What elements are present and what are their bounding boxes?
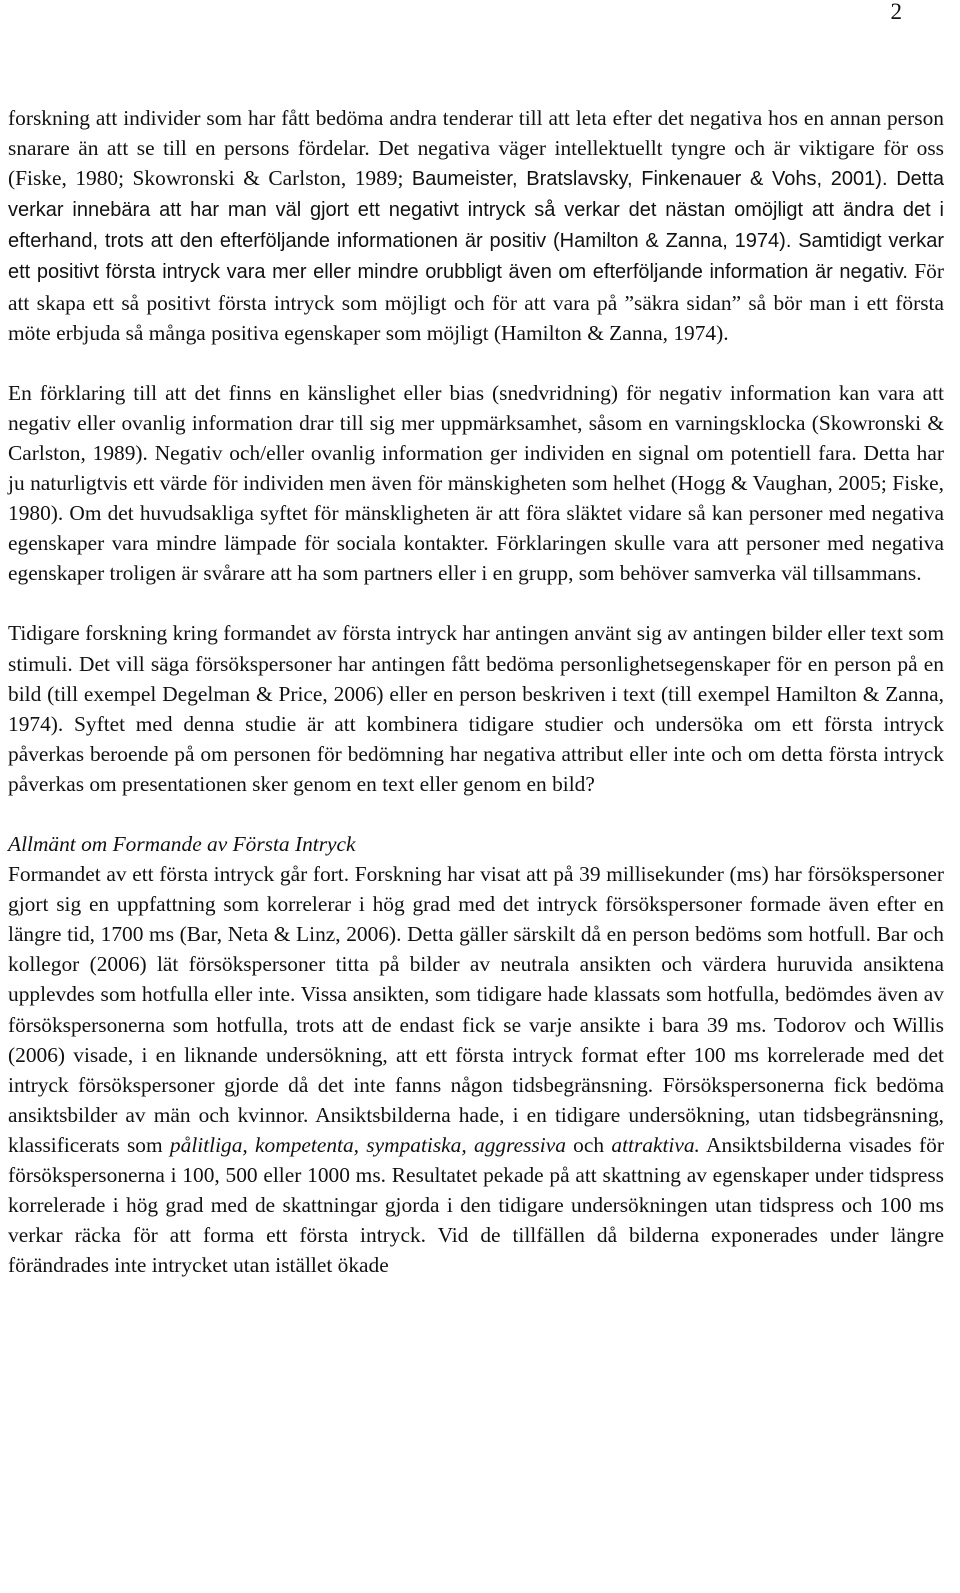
paragraph-spacer — [8, 799, 944, 829]
paragraph-2: En förklaring till att det finns en känslighet eller bias (snedvridning) för negativ information kan vara att negativ eller ovanlig information drar till sig mer uppmärksamhet, såsom en varningsklocka (Skowronski & Carlston, 1989). Negativ och/eller ovanlig information ger individen en signal om potentiell fara. Detta har ju naturligtvis ett värde för individen men även för mänskigheten som helhet (Hogg & Vaughan, 2005; Fiske, 1980). Om det huvudsakliga syftet för mänskligheten är att föra släktet vidare så kan personer med negativa egenskaper vara mindre lämpade för sociala kontakter. Förklaringen skulle vara att personer med negativa egenskaper troligen är svårare att ha som partners eller i en grupp, som behöver samverka väl tillsammans. — [8, 380, 944, 586]
paragraph-4-text-c: Ansiktsbilderna visades för försökspersonerna i 100, 500 eller 1000 ms. Resultatet pekade på att skattning av egenskaper under tidspress korrelerade i hög grad med de skattningar gjorda i den tidigare undersökningen utan tidspress och 100 ms verkar räcka för att forma ett första intryck. Vid de tillfällen då bilderna exponerades under längre förändrades inte intrycket utan istället ökade — [8, 1132, 944, 1278]
paragraph-4-text-a: Formandet av ett första intryck går fort. Forskning har visat att på 39 millisekunder (ms) har försökspersoner gjort sig en uppfattning som korrelerar i hög grad med det intryck försökspersoner formade även efter en längre tid, 1700 ms (Bar, Neta & Linz, 2006). Detta gäller särskilt då en person bedöms som hotfull. Bar och kollegor (2006) lät försökspersoner titta på bilder av neutrala ansikten och värdera huruvida ansiktena upplevdes som hotfulla eller inte. Vissa ansikten, som tidigare hade klassats som hotfulla, bedömdes även av försökspersonerna som hotfulla, trots att de endast fick se varje ansikte i bara 39 ms. Todorov och Willis (2006) visade, i en liknande undersökning, att ett första intryck format efter 100 ms korrelerade med det intryck försökspersoner gjorde då det inte fanns någon tidsbegränsning. Försökspersonerna fick bedöma ansiktsbilder av män och kvinnor. Ansiktsbilderna hade, i en tidigare undersökning, utan tidsbegränsning, klassificerats som — [8, 862, 944, 1157]
paragraph-1-serif-tail: För att skapa ett så positivt första intryck som möjligt och för att vara på ”säkra sidan” så bör man i ett första möte erbjuda så många positiva egenskaper som möjligt (Hamilton & Zanna, 1974). — [8, 259, 944, 345]
paragraph-spacer — [8, 348, 944, 378]
paragraph-spacer — [8, 588, 944, 618]
section-heading: Allmänt om Formande av Första Intryck — [8, 831, 356, 856]
page-number: 2 — [890, 0, 902, 24]
paragraph-1-serif-lead: forskning att individer som har fått bedöma andra tenderar till att leta efter det negativa hos en annan person snarare än att se till en persons fördelar. Det negativa väger intellektuellt tyngre och är viktigare för oss (Fiske, 1980; Skowronski & Carlston, 1989; — [8, 106, 944, 191]
paragraph-1-sans-segment: Baumeister, Bratslavsky, Finkenauer & Vohs, 2001). Detta verkar innebära att har man väl gjort ett negativt intryck så verkar det nästan omöjligt att ändra det i efterhand, trots att den efterföljande informationen är positiv (Hamilton & Zanna, 1974). Samtidigt verkar ett positivt första intryck vara mer eller mindre orubbligt även om efterföljande information är negativ. — [8, 168, 945, 284]
paragraph-4-italic-attractive: attraktiva. — [611, 1132, 700, 1157]
paragraph-3: Tidigare forskning kring formandet av första intryck har antingen använt sig av antingen bilder eller text som stimuli. Det vill säga försökspersoner har antingen fått bedöma personlighetsegenskaper för en person på en bild (till exempel Degelman & Price, 2006) eller en person beskriven i text (till exempel Hamilton & Zanna, 1974). Syftet med denna studie är att kombinera tidigare studier och undersöka om ett första intryck påverkas beroende på om personen för bedömning har negativa attribut eller inte och om detta första intryck påverkas om presentationen sker genom en text eller genom en bild? — [8, 621, 944, 796]
document-body — [8, 103, 944, 1280]
paragraph-4-italic-traits: pålitliga, kompetenta, sympatiska, aggressiva — [169, 1132, 566, 1157]
paragraph-4 — [8, 859, 944, 1280]
paragraph-4-text-b: och — [565, 1132, 612, 1157]
paragraph-1 — [8, 103, 944, 348]
